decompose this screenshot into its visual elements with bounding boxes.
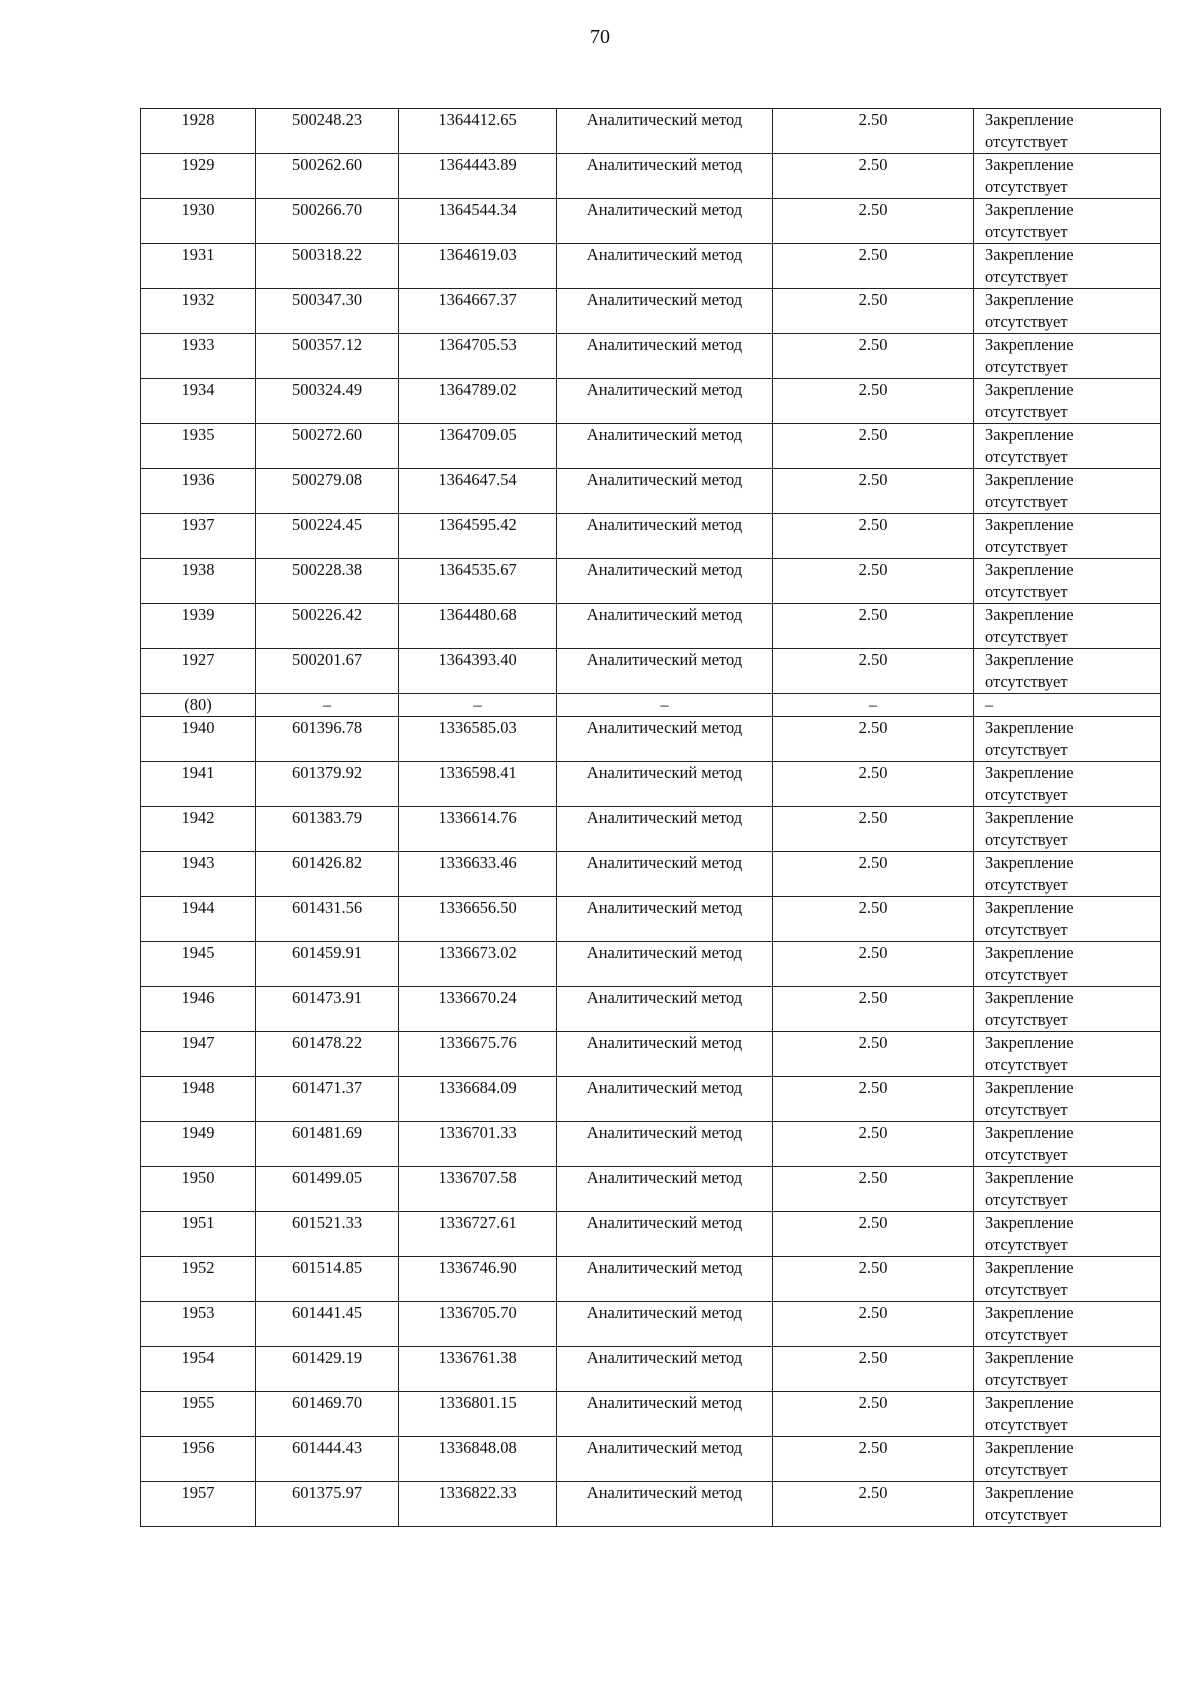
coordinates-table xyxy=(140,108,1161,1527)
cell-point-number: 1952 xyxy=(141,1257,256,1302)
cell-x-coordinate: 500266.70 xyxy=(256,199,399,244)
cell-method: Аналитический метод xyxy=(557,469,773,514)
cell-method: Аналитический метод xyxy=(557,762,773,807)
cell-point-number: 1929 xyxy=(141,154,256,199)
cell-method: Аналитический метод xyxy=(557,604,773,649)
fixing-text-line: Закрепление xyxy=(985,1303,1074,1322)
cell-method: Аналитический метод xyxy=(557,109,773,154)
cell-x-coordinate: 601441.45 xyxy=(256,1302,399,1347)
cell-y-coordinate: 1364595.42 xyxy=(399,514,557,559)
table-row xyxy=(141,717,1161,762)
fixing-text-line: Закрепление xyxy=(985,245,1074,264)
fixing-text-line: отсутствует xyxy=(985,537,1068,556)
fixing-text-line: Закрепление xyxy=(985,335,1074,354)
cell-method: Аналитический метод xyxy=(557,717,773,762)
cell-point-number: 1946 xyxy=(141,987,256,1032)
cell-x-coordinate: 601469.70 xyxy=(256,1392,399,1437)
fixing-text-line: отсутствует xyxy=(985,830,1068,849)
table-row xyxy=(141,514,1161,559)
cell-accuracy: – xyxy=(773,694,974,717)
table-row xyxy=(141,109,1161,154)
cell-accuracy: 2.50 xyxy=(773,897,974,942)
cell-fixing xyxy=(974,1302,1161,1347)
table-row xyxy=(141,199,1161,244)
table-row xyxy=(141,379,1161,424)
cell-y-coordinate: 1336614.76 xyxy=(399,807,557,852)
cell-fixing xyxy=(974,1212,1161,1257)
cell-y-coordinate: 1336684.09 xyxy=(399,1077,557,1122)
cell-x-coordinate: 601459.91 xyxy=(256,942,399,987)
cell-fixing xyxy=(974,694,1161,717)
cell-accuracy: 2.50 xyxy=(773,1302,974,1347)
table-row xyxy=(141,604,1161,649)
cell-point-number: 1927 xyxy=(141,649,256,694)
cell-method: Аналитический метод xyxy=(557,199,773,244)
fixing-text-line: отсутствует xyxy=(985,1415,1068,1434)
cell-point-number: 1940 xyxy=(141,717,256,762)
cell-point-number: 1947 xyxy=(141,1032,256,1077)
cell-y-coordinate: 1336705.70 xyxy=(399,1302,557,1347)
fixing-text-line: Закрепление xyxy=(985,650,1074,669)
cell-y-coordinate: 1364667.37 xyxy=(399,289,557,334)
cell-accuracy: 2.50 xyxy=(773,559,974,604)
fixing-text-line: Закрепление xyxy=(985,1213,1074,1232)
fixing-text-line: Закрепление xyxy=(985,988,1074,1007)
cell-accuracy: 2.50 xyxy=(773,289,974,334)
cell-x-coordinate: 500272.60 xyxy=(256,424,399,469)
cell-fixing xyxy=(974,1437,1161,1482)
table-row xyxy=(141,1257,1161,1302)
page-number: 70 xyxy=(590,26,610,48)
fixing-text-line: отсутствует xyxy=(985,875,1068,894)
fixing-text-line: Закрепление xyxy=(985,1348,1074,1367)
cell-y-coordinate: 1336675.76 xyxy=(399,1032,557,1077)
cell-accuracy: 2.50 xyxy=(773,109,974,154)
fixing-text-line: Закрепление xyxy=(985,380,1074,399)
cell-y-coordinate: 1364393.40 xyxy=(399,649,557,694)
cell-x-coordinate: 601478.22 xyxy=(256,1032,399,1077)
table-row xyxy=(141,334,1161,379)
fixing-text-line: Закрепление xyxy=(985,1033,1074,1052)
cell-point-number: 1950 xyxy=(141,1167,256,1212)
cell-method: Аналитический метод xyxy=(557,379,773,424)
cell-point-number: 1942 xyxy=(141,807,256,852)
cell-accuracy: 2.50 xyxy=(773,334,974,379)
cell-fixing xyxy=(974,1257,1161,1302)
cell-x-coordinate: 500228.38 xyxy=(256,559,399,604)
table-row xyxy=(141,694,1161,717)
fixing-text-line: отсутствует xyxy=(985,1055,1068,1074)
cell-point-number: 1932 xyxy=(141,289,256,334)
cell-fixing xyxy=(974,1077,1161,1122)
cell-point-number: (80) xyxy=(141,694,256,717)
table-row xyxy=(141,154,1161,199)
cell-x-coordinate: 500279.08 xyxy=(256,469,399,514)
cell-method: Аналитический метод xyxy=(557,424,773,469)
fixing-text-line: отсутствует xyxy=(985,402,1068,421)
fixing-text-line: отсутствует xyxy=(985,1100,1068,1119)
cell-fixing xyxy=(974,154,1161,199)
cell-method: Аналитический метод xyxy=(557,649,773,694)
cell-method: – xyxy=(557,694,773,717)
cell-y-coordinate: 1364480.68 xyxy=(399,604,557,649)
cell-method: Аналитический метод xyxy=(557,1212,773,1257)
cell-fixing xyxy=(974,244,1161,289)
cell-method: Аналитический метод xyxy=(557,514,773,559)
cell-x-coordinate: 601396.78 xyxy=(256,717,399,762)
cell-accuracy: 2.50 xyxy=(773,852,974,897)
fixing-text-line: Закрепление xyxy=(985,1393,1074,1412)
table-row xyxy=(141,897,1161,942)
table-row xyxy=(141,424,1161,469)
fixing-text-line: Закрепление xyxy=(985,1483,1074,1502)
cell-accuracy: 2.50 xyxy=(773,514,974,559)
fixing-text-line: отсутствует xyxy=(985,447,1068,466)
cell-x-coordinate: 601499.05 xyxy=(256,1167,399,1212)
cell-method: Аналитический метод xyxy=(557,154,773,199)
cell-fixing xyxy=(974,852,1161,897)
cell-method: Аналитический метод xyxy=(557,1347,773,1392)
cell-accuracy: 2.50 xyxy=(773,244,974,289)
cell-x-coordinate: 500318.22 xyxy=(256,244,399,289)
cell-fixing xyxy=(974,289,1161,334)
cell-point-number: 1933 xyxy=(141,334,256,379)
fixing-text-line: Закрепление xyxy=(985,1438,1074,1457)
cell-point-number: 1944 xyxy=(141,897,256,942)
cell-y-coordinate: 1364412.65 xyxy=(399,109,557,154)
cell-fixing xyxy=(974,604,1161,649)
table-row xyxy=(141,289,1161,334)
table-row xyxy=(141,807,1161,852)
cell-accuracy: 2.50 xyxy=(773,987,974,1032)
cell-fixing xyxy=(974,1167,1161,1212)
cell-fixing xyxy=(974,424,1161,469)
cell-fixing xyxy=(974,199,1161,244)
cell-fixing xyxy=(974,717,1161,762)
cell-accuracy: 2.50 xyxy=(773,1167,974,1212)
cell-y-coordinate: 1364443.89 xyxy=(399,154,557,199)
cell-method: Аналитический метод xyxy=(557,1482,773,1527)
fixing-text-line: отсутствует xyxy=(985,492,1068,511)
fixing-text-line: Закрепление xyxy=(985,560,1074,579)
cell-point-number: 1937 xyxy=(141,514,256,559)
cell-point-number: 1953 xyxy=(141,1302,256,1347)
cell-accuracy: 2.50 xyxy=(773,1212,974,1257)
cell-point-number: 1945 xyxy=(141,942,256,987)
cell-point-number: 1948 xyxy=(141,1077,256,1122)
cell-point-number: 1939 xyxy=(141,604,256,649)
table-body xyxy=(141,109,1161,1527)
fixing-text-line: Закрепление xyxy=(985,110,1074,129)
fixing-text-line: Закрепление xyxy=(985,155,1074,174)
cell-accuracy: 2.50 xyxy=(773,469,974,514)
cell-accuracy: 2.50 xyxy=(773,649,974,694)
cell-y-coordinate: 1364789.02 xyxy=(399,379,557,424)
cell-point-number: 1955 xyxy=(141,1392,256,1437)
cell-point-number: 1938 xyxy=(141,559,256,604)
cell-accuracy: 2.50 xyxy=(773,1257,974,1302)
fixing-text-line: Закрепление xyxy=(985,763,1074,782)
cell-point-number: 1941 xyxy=(141,762,256,807)
cell-x-coordinate: 601471.37 xyxy=(256,1077,399,1122)
table-row xyxy=(141,1077,1161,1122)
fixing-text-line: отсутствует xyxy=(985,1505,1068,1524)
fixing-text-line: Закрепление xyxy=(985,605,1074,624)
cell-method: Аналитический метод xyxy=(557,852,773,897)
cell-y-coordinate: 1336848.08 xyxy=(399,1437,557,1482)
fixing-text-line: Закрепление xyxy=(985,290,1074,309)
cell-point-number: 1943 xyxy=(141,852,256,897)
cell-x-coordinate: 601379.92 xyxy=(256,762,399,807)
fixing-text-line: отсутствует xyxy=(985,267,1068,286)
cell-method: Аналитический метод xyxy=(557,1167,773,1212)
cell-y-coordinate: 1364535.67 xyxy=(399,559,557,604)
cell-y-coordinate: 1336673.02 xyxy=(399,942,557,987)
cell-x-coordinate: 500347.30 xyxy=(256,289,399,334)
fixing-text-line: Закрепление xyxy=(985,200,1074,219)
cell-accuracy: 2.50 xyxy=(773,1347,974,1392)
cell-point-number: 1931 xyxy=(141,244,256,289)
cell-accuracy: 2.50 xyxy=(773,379,974,424)
cell-point-number: 1949 xyxy=(141,1122,256,1167)
cell-method: Аналитический метод xyxy=(557,1257,773,1302)
cell-method: Аналитический метод xyxy=(557,1437,773,1482)
cell-x-coordinate: 500248.23 xyxy=(256,109,399,154)
cell-fixing xyxy=(974,379,1161,424)
fixing-text-line: отсутствует xyxy=(985,312,1068,331)
cell-point-number: 1928 xyxy=(141,109,256,154)
cell-accuracy: 2.50 xyxy=(773,942,974,987)
table-row xyxy=(141,469,1161,514)
cell-accuracy: 2.50 xyxy=(773,604,974,649)
cell-x-coordinate: 500324.49 xyxy=(256,379,399,424)
cell-method: Аналитический метод xyxy=(557,1077,773,1122)
fixing-text-line: Закрепление xyxy=(985,808,1074,827)
fixing-text-line: отсутствует xyxy=(985,1460,1068,1479)
fixing-text-line: отсутствует xyxy=(985,627,1068,646)
cell-method: Аналитический метод xyxy=(557,1032,773,1077)
cell-point-number: 1934 xyxy=(141,379,256,424)
fixing-text-line: Закрепление xyxy=(985,470,1074,489)
table-row xyxy=(141,1392,1161,1437)
cell-y-coordinate: 1336701.33 xyxy=(399,1122,557,1167)
cell-x-coordinate: 601481.69 xyxy=(256,1122,399,1167)
cell-y-coordinate: 1336656.50 xyxy=(399,897,557,942)
cell-y-coordinate: 1336822.33 xyxy=(399,1482,557,1527)
table-row xyxy=(141,1032,1161,1077)
cell-y-coordinate: 1336727.61 xyxy=(399,1212,557,1257)
fixing-text-line: отсутствует xyxy=(985,1370,1068,1389)
fixing-text-line: Закрепление xyxy=(985,515,1074,534)
cell-fixing xyxy=(974,1122,1161,1167)
fixing-text-line: отсутствует xyxy=(985,357,1068,376)
cell-method: Аналитический метод xyxy=(557,942,773,987)
cell-y-coordinate: 1336633.46 xyxy=(399,852,557,897)
cell-x-coordinate: 601375.97 xyxy=(256,1482,399,1527)
cell-x-coordinate: 601473.91 xyxy=(256,987,399,1032)
cell-point-number: 1954 xyxy=(141,1347,256,1392)
cell-method: Аналитический метод xyxy=(557,334,773,379)
cell-fixing xyxy=(974,987,1161,1032)
cell-accuracy: 2.50 xyxy=(773,717,974,762)
cell-y-coordinate: 1364709.05 xyxy=(399,424,557,469)
cell-x-coordinate: 601444.43 xyxy=(256,1437,399,1482)
cell-y-coordinate: 1364544.34 xyxy=(399,199,557,244)
cell-accuracy: 2.50 xyxy=(773,424,974,469)
cell-accuracy: 2.50 xyxy=(773,807,974,852)
cell-accuracy: 2.50 xyxy=(773,1077,974,1122)
table-row xyxy=(141,1167,1161,1212)
cell-x-coordinate: 601431.56 xyxy=(256,897,399,942)
fixing-text-line: отсутствует xyxy=(985,1235,1068,1254)
table-row xyxy=(141,762,1161,807)
fixing-text-line: отсутствует xyxy=(985,785,1068,804)
table-row xyxy=(141,559,1161,604)
cell-x-coordinate: 601514.85 xyxy=(256,1257,399,1302)
cell-x-coordinate: 601429.19 xyxy=(256,1347,399,1392)
fixing-text-line: отсутствует xyxy=(985,582,1068,601)
cell-y-coordinate: 1364705.53 xyxy=(399,334,557,379)
cell-y-coordinate: 1336670.24 xyxy=(399,987,557,1032)
cell-point-number: 1936 xyxy=(141,469,256,514)
fixing-text-line: Закрепление xyxy=(985,425,1074,444)
cell-fixing xyxy=(974,1032,1161,1077)
cell-accuracy: 2.50 xyxy=(773,154,974,199)
cell-fixing xyxy=(974,897,1161,942)
fixing-text-line: Закрепление xyxy=(985,1078,1074,1097)
fixing-text-line: отсутствует xyxy=(985,1010,1068,1029)
fixing-text-line: Закрепление xyxy=(985,1168,1074,1187)
table-row xyxy=(141,942,1161,987)
fixing-text-line: Закрепление xyxy=(985,1123,1074,1142)
cell-y-coordinate: 1336801.15 xyxy=(399,1392,557,1437)
cell-x-coordinate: 601383.79 xyxy=(256,807,399,852)
cell-point-number: 1930 xyxy=(141,199,256,244)
table-row xyxy=(141,987,1161,1032)
cell-method: Аналитический метод xyxy=(557,1302,773,1347)
cell-fixing xyxy=(974,1347,1161,1392)
fixing-text-line: отсутствует xyxy=(985,1280,1068,1299)
cell-fixing xyxy=(974,807,1161,852)
cell-fixing xyxy=(974,1482,1161,1527)
table-row xyxy=(141,649,1161,694)
cell-fixing xyxy=(974,109,1161,154)
fixing-text-line: Закрепление xyxy=(985,853,1074,872)
cell-accuracy: 2.50 xyxy=(773,762,974,807)
cell-method: Аналитический метод xyxy=(557,1122,773,1167)
fixing-text-line: Закрепление xyxy=(985,943,1074,962)
cell-y-coordinate: 1336598.41 xyxy=(399,762,557,807)
cell-point-number: 1951 xyxy=(141,1212,256,1257)
cell-method: Аналитический метод xyxy=(557,559,773,604)
cell-accuracy: 2.50 xyxy=(773,1482,974,1527)
cell-fixing xyxy=(974,334,1161,379)
cell-y-coordinate: 1364619.03 xyxy=(399,244,557,289)
fixing-text-line: Закрепление xyxy=(985,898,1074,917)
cell-fixing xyxy=(974,649,1161,694)
cell-y-coordinate: 1336585.03 xyxy=(399,717,557,762)
cell-method: Аналитический метод xyxy=(557,244,773,289)
table-row xyxy=(141,1212,1161,1257)
table-row xyxy=(141,1122,1161,1167)
cell-x-coordinate: – xyxy=(256,694,399,717)
fixing-text-line: отсутствует xyxy=(985,740,1068,759)
fixing-text-line: отсутствует xyxy=(985,1190,1068,1209)
cell-fixing xyxy=(974,762,1161,807)
fixing-text-line: Закрепление xyxy=(985,1258,1074,1277)
table-row xyxy=(141,1302,1161,1347)
cell-accuracy: 2.50 xyxy=(773,1392,974,1437)
cell-accuracy: 2.50 xyxy=(773,199,974,244)
cell-method: Аналитический метод xyxy=(557,897,773,942)
cell-point-number: 1956 xyxy=(141,1437,256,1482)
fixing-text-line: отсутствует xyxy=(985,965,1068,984)
table-row xyxy=(141,244,1161,289)
fixing-text-line: отсутствует xyxy=(985,920,1068,939)
fixing-text-line: отсутствует xyxy=(985,222,1068,241)
cell-y-coordinate: 1364647.54 xyxy=(399,469,557,514)
cell-method: Аналитический метод xyxy=(557,1392,773,1437)
fixing-text-line: Закрепление xyxy=(985,718,1074,737)
cell-y-coordinate: 1336707.58 xyxy=(399,1167,557,1212)
fixing-text-line: отсутствует xyxy=(985,132,1068,151)
fixing-text-line: – xyxy=(985,695,994,714)
cell-accuracy: 2.50 xyxy=(773,1437,974,1482)
fixing-text-line: отсутствует xyxy=(985,1325,1068,1344)
cell-fixing xyxy=(974,1392,1161,1437)
cell-method: Аналитический метод xyxy=(557,987,773,1032)
cell-x-coordinate: 500262.60 xyxy=(256,154,399,199)
cell-x-coordinate: 500226.42 xyxy=(256,604,399,649)
cell-fixing xyxy=(974,942,1161,987)
cell-fixing xyxy=(974,469,1161,514)
fixing-text-line: отсутствует xyxy=(985,672,1068,691)
cell-accuracy: 2.50 xyxy=(773,1032,974,1077)
cell-point-number: 1935 xyxy=(141,424,256,469)
cell-method: Аналитический метод xyxy=(557,289,773,334)
cell-x-coordinate: 500224.45 xyxy=(256,514,399,559)
table-row xyxy=(141,1482,1161,1527)
cell-fixing xyxy=(974,514,1161,559)
cell-y-coordinate: 1336746.90 xyxy=(399,1257,557,1302)
cell-x-coordinate: 601426.82 xyxy=(256,852,399,897)
fixing-text-line: отсутствует xyxy=(985,1145,1068,1164)
table-row xyxy=(141,852,1161,897)
cell-x-coordinate: 500201.67 xyxy=(256,649,399,694)
cell-y-coordinate: – xyxy=(399,694,557,717)
table-row xyxy=(141,1437,1161,1482)
cell-point-number: 1957 xyxy=(141,1482,256,1527)
cell-y-coordinate: 1336761.38 xyxy=(399,1347,557,1392)
fixing-text-line: отсутствует xyxy=(985,177,1068,196)
cell-accuracy: 2.50 xyxy=(773,1122,974,1167)
cell-fixing xyxy=(974,559,1161,604)
cell-method: Аналитический метод xyxy=(557,807,773,852)
cell-x-coordinate: 500357.12 xyxy=(256,334,399,379)
table-row xyxy=(141,1347,1161,1392)
cell-x-coordinate: 601521.33 xyxy=(256,1212,399,1257)
